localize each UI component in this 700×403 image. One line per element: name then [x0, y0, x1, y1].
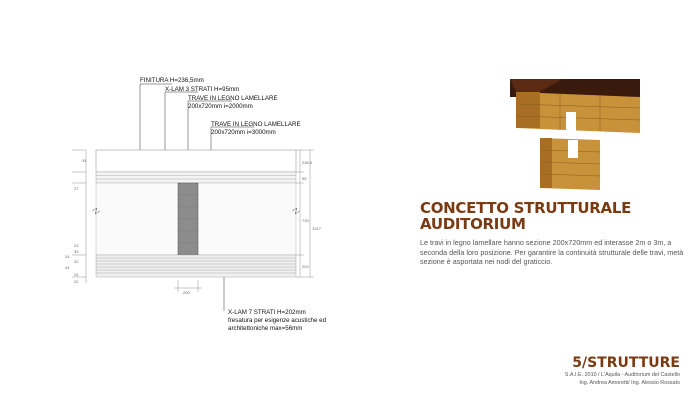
right-dimensions: [296, 150, 314, 277]
dim-bottom-width: 200: [183, 290, 190, 295]
timber-node-render: [510, 79, 640, 190]
label-trave2-title: TRAVE IN LEGNO LAMELLARE: [211, 121, 301, 128]
dim-left-low-c: 24: [65, 265, 70, 270]
label-trave2-spec: 200x720mm i=3000mm: [211, 129, 276, 136]
dim-right-upper: 95: [302, 176, 307, 181]
credit-line-project: S.A.I.E. 2010 / L'Aquila - Auditorium del Castello: [564, 372, 680, 378]
xlam-7-layer: [96, 255, 296, 277]
dim-left-bottom-a: 24: [74, 272, 79, 277]
dim-left-low-b: 32: [74, 259, 79, 264]
dim-right-top: 236,5: [302, 160, 313, 165]
label-xlam3: X-LAM 3 STRATI H=95mm: [165, 86, 240, 93]
credit-line-authors: Ing. Andrea Amoretti/ Ing. Alessio Rossato: [579, 380, 680, 386]
label-finitura: FINITURA H=236,5mm: [140, 77, 204, 84]
dim-left-mid-b: 33: [74, 249, 79, 254]
dim-left-low-a: 24: [65, 254, 70, 259]
dim-right-mid: 720: [302, 218, 309, 223]
section-label: 5/STRUTTURE: [572, 355, 680, 371]
finish-layer: [96, 150, 296, 172]
dim-left-top: 34: [82, 158, 87, 163]
dim-right-total: 1017: [312, 226, 321, 231]
xlam-3-layer: [96, 172, 296, 183]
label-trave1-spec: 200x720mm i=2000mm: [188, 103, 253, 110]
dim-left-bottom-b: 22: [74, 279, 79, 284]
description-text: Le travi in legno lamellare hanno sezione 200x720mm ed interasse 2m o 3m, a seconda della loro posizione. Per garantire la continuità strutturale delle travi, metà sezione è asportata nei nodi del graticcio.: [420, 238, 684, 267]
page-title: CONCETTO STRUTTURALE AUDITORIUM: [420, 199, 632, 233]
dim-left-mid-a: 23: [74, 243, 79, 248]
label-xlam7-line2: fresatura per esigenze acustiche ed: [228, 317, 327, 324]
label-xlam7-title: X-LAM 7 STRATI H=202mm: [228, 309, 306, 316]
label-xlam7-line3: architettoniche max=56mm: [228, 325, 303, 332]
dim-left-upper: 27: [74, 186, 79, 191]
dim-right-low: 202: [302, 264, 309, 269]
label-trave1-title: TRAVE IN LEGNO LAMELLARE: [188, 95, 278, 102]
